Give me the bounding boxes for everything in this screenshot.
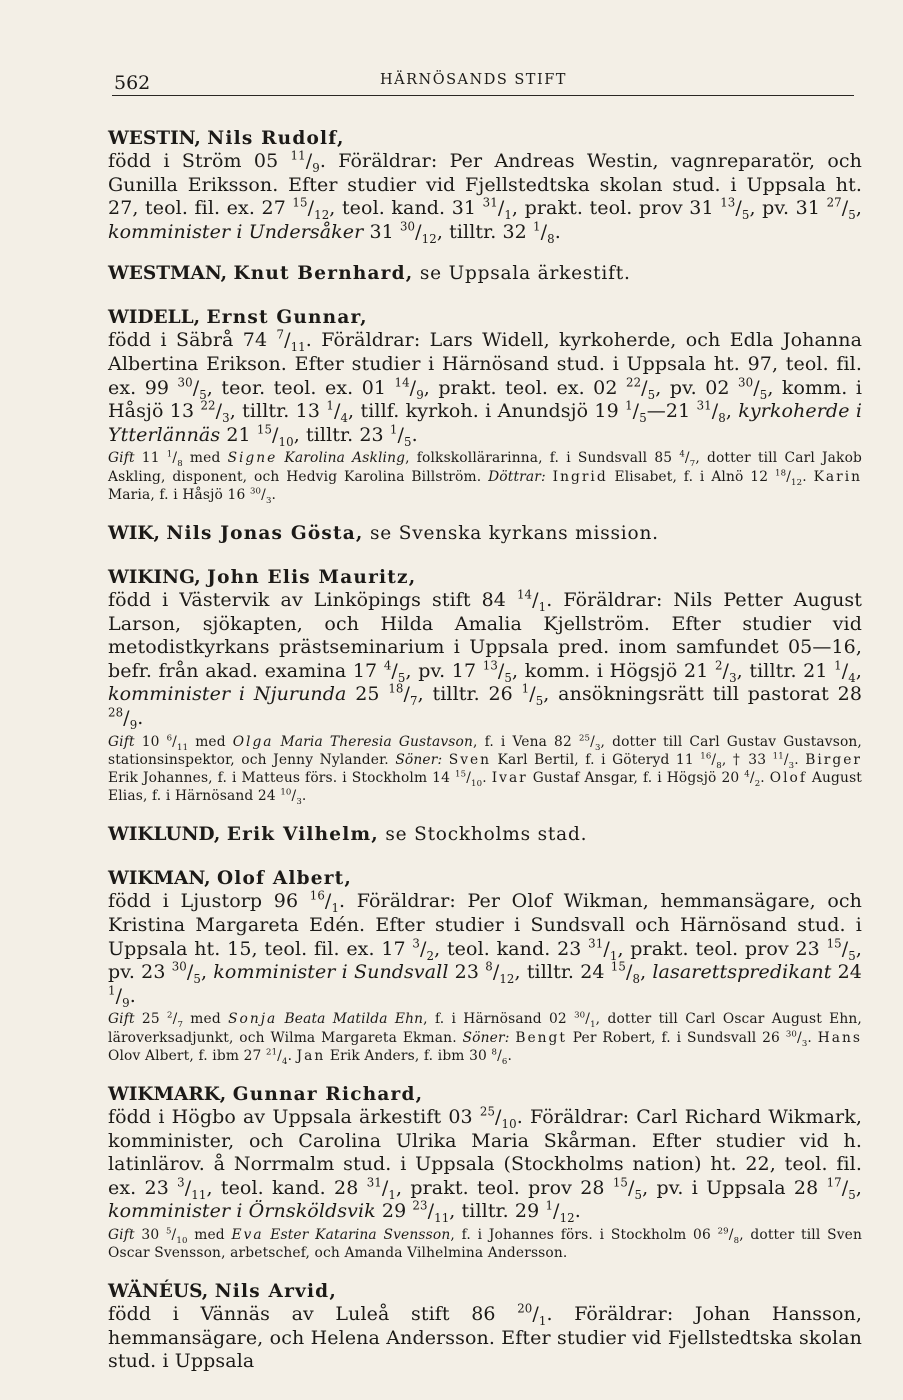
entry-family: Gift 25 $^2/_7$ med Sonja Beata Matilda Ehn, f. i Härnösand 02 $^{30}/_1$, dotter till Carl Oscar August Ehn, läroverksadjunkt, och Wilma Margareta Ekman. Söner: Bengt Per Robert, f. i Sundsvall 26 $^{30}/_3$. Hans Olov Albert, f. ibm 27 $^{21}/_4$. Jan Erik Anders, f. ibm 30 $^8/_6$. — [108, 1010, 862, 1067]
entry-biography: född i Ström 05 $^{11}/_9$. Föräldrar: Per Andreas Westin, vagnreparatör, och Gunilla Eriksson. Efter studier vid Fjellstedtska skolan stud. i Uppsala ht. 27, teol. fil. ex. 27 $^{15}/_{12}$, teol. kand. 31 $^{31}/_1$, prakt. teol. prov 31 $^{13}/_5$, pv. 31 $^{27}/_5$, komminister i Undersåker 31 $^{30}/_{12}$, tilltr. 32 $^1/_8$. — [108, 148, 863, 246]
entry-surname: WIKING, — [108, 566, 201, 588]
entry-cross-reference: se Stockholms stad. — [385, 824, 588, 846]
entry-given-names: Nils Jonas Gösta, — [166, 522, 364, 544]
entry-surname: WIK, — [108, 522, 160, 544]
entry-family: Gift 30 $^5/_{10}$ med Eva Ester Katarina Svensson, f. i Johannes förs. i Stockholm 06 $^{29}/_8$, dotter till Sven Oscar Svensson, arbetschef, och Amanda Vilhelmina Andersson. — [108, 1226, 862, 1262]
entry-given-names: Erik Vilhelm, — [226, 824, 379, 846]
entry-given-names: Ernst Gunnar, — [206, 307, 368, 329]
biography-entries — [108, 128, 862, 1393]
page-number: 562 — [114, 72, 151, 94]
entry-given-names: Nils Rudolf, — [207, 128, 345, 149]
entry-surname: WIDELL, — [108, 307, 201, 329]
entry — [108, 1281, 862, 1374]
entry-biography: född i Högbo av Uppsala ärkestift 03 $^{25}/_{10}$. Föräldrar: Carl Richard Wikmark, komminister, och Carolina Ulrika Maria Skårman. Efter studier vid h. latinlärov. å Norrmalm stud. i Uppsala (Stockholms nation) ht. 22, teol. fil. ex. 23 $^3/_{11}$, teol. kand. 28 $^{31}/_1$, prakt. teol. prov 28 $^{15}/_5$, pv. i Uppsala 28 $^{17}/_5$, komminister i Örnsköldsvik 29 $^{23}/_{11}$, tilltr. 29 $^1/_{12}$. — [108, 1104, 862, 1226]
entry-name — [108, 1084, 862, 1106]
entry — [108, 263, 862, 285]
entry — [108, 824, 862, 846]
entry-name — [108, 523, 862, 545]
entry-name — [108, 307, 862, 329]
entry-biography: född i Västervik av Linköpings stift 84 $^{14}/_1$. Föräldrar: Nils Petter August Larson, sjökapten, och Hilda Amalia Kjellström. Efter studier vid metodistkyrkans prästseminarium i Uppsala pred. inom samfundet 05—16, befr. från akad. examina 17 $^4/_5$, pv. 17 $^{13}/_5$, komm. i Högsjö 21 $^2/_3$, tilltr. 21 $^1/_4$, komminister i Njurunda 25 $^{18}/_7$, tilltr. 26 $^1/_5$, ansökningsrätt till pastorat 28 $^{28}/_9$. — [108, 587, 863, 732]
entry-cross-reference: se Uppsala ärkestift. — [419, 263, 631, 285]
entry-biography: född i Ljustorp 96 $^{16}/_1$. Föräldrar: Per Olof Wikman, hemmansägare, och Kristina Margareta Edén. Efter studier i Sundsvall och Härnösand stud. i Uppsala ht. 15, teol. fil. ex. 17 $^3/_2$, teol. kand. 23 $^{31}/_1$, prakt. teol. prov 23 $^{15}/_5$, pv. 23 $^{30}/_5$, komminister i Sundsvall 23 $^8/_{12}$, tilltr. 24 $^{15}/_8$, lasarettspredikant 24 $^1/_9$. — [108, 889, 862, 1010]
entry-cross-reference: se Svenska kyrkans mission. — [370, 522, 659, 544]
entry-name — [108, 824, 862, 846]
entry-surname: WÄNÉUS, — [108, 1281, 209, 1303]
entry — [108, 868, 862, 1065]
entry-name — [108, 1281, 862, 1303]
entry-name — [108, 128, 862, 150]
entry — [108, 128, 862, 244]
entry — [108, 1084, 862, 1262]
entry — [108, 523, 862, 545]
page-header — [112, 66, 854, 94]
entry-biography: född i Säbrå 74 $^7/_{11}$. Föräldrar: Lars Widell, kyrkoherde, och Edla Johanna Albertina Erikson. Efter studier i Härnösand stud. i Uppsala ht. 97, teol. fil. ex. 99 $^{30}/_5$, teor. teol. ex. 01 $^{14}/_9$, prakt. teol. ex. 02 $^{22}/_5$, pv. 02 $^{30}/_5$, komm. i Håsjö 13 $^{22}/_3$, tilltr. 13 $^1/_4$, tillf. kyrkoh. i Anundsjö 19 $^1/_5—21$ $^{31}/_8$, kyrkoherde i Ytterlännäs 21 $^{15}/_{10}$, tilltr. 23 $^1/_5$. — [108, 328, 863, 449]
entry-surname: WIKMARK, — [108, 1083, 227, 1105]
entry-name — [108, 263, 862, 285]
entry — [108, 307, 862, 504]
entry-family: Gift 11 $^1/_8$ med Signe Karolina Askling, folkskollärarinna, f. i Sundsvall 85 $^4/_7$, dotter till Carl Jakob Askling, disponent, och Hedvig Karolina Billström. Döttrar: Ingrid Elisabet, f. i Alnö 12 $^{18}/_{12}$. Karin Maria, f. i Håsjö 16 $^{30}/_3$. — [108, 449, 863, 506]
entry-given-names: Knut Bernhard, — [233, 263, 414, 285]
entry-given-names: John Elis Mauritz, — [207, 566, 417, 588]
entry-name — [108, 567, 862, 589]
entry — [108, 567, 862, 805]
entry-surname: WESTIN, — [108, 128, 201, 149]
running-title: HÄRNÖSANDS STIFT — [380, 72, 567, 88]
entry-name — [108, 868, 862, 890]
entry-given-names: Gunnar Richard, — [232, 1083, 424, 1105]
entry-biography: född i Vännäs av Luleå stift 86 $^{20}/_1$. Föräldrar: Johan Hansson, hemmansägare, och Helena Andersson. Efter studier vid Fjellstedtska skolan stud. i Uppsala — [108, 1301, 862, 1373]
header-rule — [112, 95, 854, 96]
entry-surname: WIKMAN, — [108, 868, 211, 890]
entry-surname: WIKLUND, — [108, 824, 221, 846]
entry-given-names: Olof Albert, — [216, 868, 353, 890]
entry-given-names: Nils Arvid, — [214, 1281, 337, 1303]
entry-family: Gift 10 $^6/_{11}$ med Olga Maria Theresia Gustavson, f. i Vena 82 $^{25}/_3$, dotter till Carl Gustav Gustavson, stationsinspektor, och Jenny Nylander. Söner: Sven Karl Bertil, f. i Göteryd 11 $^{16}/_8$, † 33 $^{11}/_3$. Birger Erik Johannes, f. i Matteus förs. i Stockholm 14 $^{15}/_{10}$. Ivar Gustaf Ansgar, f. i Högsjö 20 $^4/_2$. Olof August Elias, f. i Härnösand 24 $^{10}/_3$. — [108, 732, 862, 807]
entry-surname: WESTMAN, — [108, 263, 228, 285]
